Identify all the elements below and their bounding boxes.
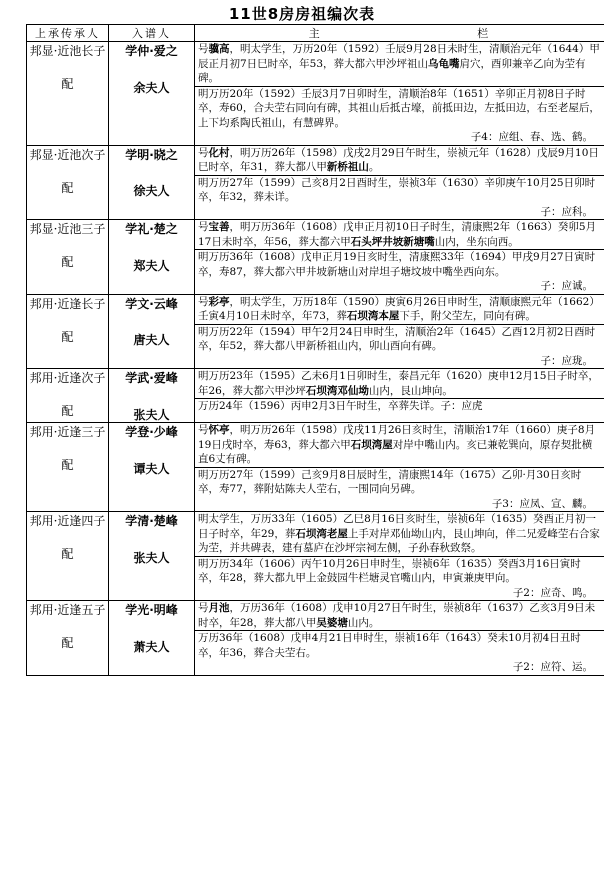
bio-text: 明万历23年（1595）乙未6月1日卯时生，泰昌元年（1620）庚申12月15日子时卒，年26，葬大都六甲沙坪: [198, 370, 599, 397]
wife-bio-text: 万历36年（1608）戊申4月21日申时生，崇祯16年（1643）癸未10月初4日丑时卒，年36，葬合夫茔右。: [198, 632, 581, 659]
header-heir: 上承传承人: [27, 25, 109, 42]
bio-text: 号: [198, 221, 209, 233]
bio-text: 。: [368, 161, 380, 173]
burial-place: 石坝湾屋: [350, 438, 393, 451]
heir-text: 邦显·近池长子: [29, 44, 106, 58]
husband-name: 学文·云峰: [125, 296, 178, 311]
wife-bio: [195, 249, 604, 294]
burial-place: 新桥祖山: [326, 161, 369, 173]
heir-cell: [27, 145, 109, 220]
children-note: 子2：应符、运。: [512, 661, 593, 673]
bio-text: ，明万历26年（1598）戊戌2月29日午时生，崇祯元年（1628）戊辰9月10日巳时卒，年31，葬大都八甲: [198, 146, 599, 173]
heir-cell: [27, 220, 109, 295]
table-row: [27, 220, 604, 295]
courtesy-name: 怀亭: [208, 424, 230, 436]
wife-name: 徐夫人: [133, 184, 170, 198]
husband-bio: [195, 220, 604, 249]
bio-text: 号: [198, 424, 209, 436]
heir-text: 邦用·近逢五子: [29, 603, 106, 617]
pei-label: 配: [61, 77, 74, 91]
header-notes: 栏: [477, 27, 491, 40]
table-row: [27, 423, 604, 512]
courtesy-name: 化村: [208, 146, 230, 159]
table-row: [27, 512, 604, 601]
bio-text: 山内，坐东向西。: [434, 235, 519, 248]
bio-text: ，明万历36年（1608）戊申正月初10日子时生，清康熙2年（1663）癸卯5月17日未时卒，年56，葬大都六甲: [198, 221, 597, 248]
children-note: 子2：应奇、鸣。: [512, 586, 593, 599]
wife-bio-text: 明万历20年（1592）壬辰3月7日卯时生，清顺治8年（1651）辛卯正月初8日子时卒，寿60，合夫茔右同向有碑，其祖山后抵古壕，前抵田边，左抵田边，右至老屋后，上下均系陶氏祖山，有慧碑界。: [198, 87, 600, 129]
heir-cell: [27, 42, 109, 146]
husband-bio: [195, 146, 604, 175]
heir-cell: [27, 601, 109, 676]
bio-text: 号: [198, 146, 209, 159]
wife-name: 谭夫人: [133, 461, 170, 476]
pei-label: 配: [61, 404, 74, 418]
husband-bio: [195, 601, 604, 630]
wife-bio: [195, 324, 604, 369]
bio-text: 号: [198, 43, 209, 55]
wife-name: 余夫人: [133, 80, 170, 95]
heir-text: 邦用·近逢次子: [29, 371, 106, 385]
header-main-notes: [195, 25, 604, 42]
table-row: [27, 42, 604, 146]
husband-bio: [195, 295, 604, 324]
bio-text: 对岸中嘴山内。亥已兼乾巽向，原存契批横直6丈有碑。: [198, 438, 593, 465]
bio-cell: [195, 423, 604, 512]
children-note: 子4：应组、春、选、鹤。: [470, 131, 593, 143]
entrant-cell: [109, 512, 195, 601]
courtesy-name: 骥高: [208, 43, 230, 55]
wife-bio: [195, 556, 604, 601]
table-row: [27, 369, 604, 423]
bio-cell: [195, 145, 604, 220]
bio-text: 下手，附父茔左，同向有碑。: [399, 310, 536, 322]
pei-label: 配: [61, 547, 74, 561]
bio-text: 山内，艮山坤向。: [368, 384, 453, 397]
bio-cell: [195, 294, 604, 369]
husband-bio: [195, 369, 604, 398]
entrant-cell: [109, 369, 195, 423]
courtesy-name: 宝善: [208, 221, 230, 233]
wife-name: 萧夫人: [133, 639, 170, 654]
bio-text: 明太学生，万历33年（1605）乙巳8月16日亥时生，崇祯6年（1635）癸酉正月初一日子时卒，年29，葬: [198, 513, 597, 540]
entrant-cell: [109, 294, 195, 369]
entrant-cell: [109, 220, 195, 295]
heir-cell: [27, 512, 109, 601]
bio-cell: [195, 220, 604, 295]
pei-label: 配: [61, 255, 74, 269]
heir-cell: [27, 423, 109, 512]
burial-place: 石头坪井坡新塘嘴: [350, 235, 435, 248]
entrant-cell: [109, 145, 195, 220]
wife-bio-text: 明万历36年（1608）戊申正月19日亥时生，清康熙33年（1694）甲戌9月27日寅时卒，寿87，葬大都六甲井坡新塘山对岸坦子塘坟坡中嘴坐西向东。: [198, 251, 596, 278]
heir-cell: [27, 294, 109, 369]
heir-text: 邦用·近逢四子: [29, 514, 106, 528]
table-row: [27, 294, 604, 369]
wife-name: 郑夫人: [133, 258, 170, 273]
wife-bio-text: 明万历34年（1606）丙午10月26日申时生，崇祯6年（1635）癸酉3月16日寅时卒，年28，葬大都九甲上金鼓园牛栏塘灵官嘴山内，申寅兼庚甲向。: [198, 557, 581, 584]
heir-text: 邦显·近池三子: [29, 222, 106, 236]
bio-text: 上手对岸邓仙坳山内，艮山坤向，伴二兄爱峰茔右合家为茔，并共碑表，建有墓庐在沙坪宗祠左侧，子孙春秋致祭。: [198, 527, 600, 554]
burial-place: 乌龟嘴: [428, 57, 460, 70]
burial-place: 吴婆塘: [316, 616, 348, 629]
bio-text: 号: [198, 295, 209, 308]
bio-cell: [195, 369, 604, 423]
pei-label: 配: [61, 458, 74, 472]
bio-text: ，明太学生，万历20年（1592）壬辰9月28日未时生，清顺治元年（1644）甲辰正月初7日巳时卒，年53，葬大都六甲沙坪祖山: [198, 43, 600, 70]
husband-name: 学光·明峰: [125, 603, 178, 617]
header-row: [27, 25, 604, 42]
wife-bio-text: 明万历27年（1599）己亥9月8日辰时生，清康熙14年（1675）乙卯·月30日亥时卒，寿77，葬附姑陈夫人茔右，一围同向另碑。: [198, 468, 582, 495]
wife-bio: [195, 630, 604, 675]
entrant-cell: [109, 42, 195, 146]
entrant-cell: [109, 423, 195, 512]
heir-text: 邦显·近池次子: [29, 147, 106, 162]
children-note: 子：应科。: [540, 205, 593, 218]
wife-bio-text: 明万历27年（1599）己亥8月2日酉时生，崇祯3年（1630）辛卯庚午10月25日卯时卒，年32，葬未详。: [198, 176, 596, 203]
courtesy-name: 彩亭: [208, 295, 230, 308]
header-main: 主: [308, 27, 322, 40]
wife-bio-text: 万历24年（1596）丙申2月3日午时生，卒葬失详。子：应虎: [198, 400, 483, 412]
husband-name: 学武·爱峰: [125, 371, 178, 385]
children-note: 子：应诚。: [540, 280, 593, 292]
bio-text: ，明太学生，万历18年（1590）庚寅6月26日申时生，清顺康熙元年（1662）壬寅4月10日未时卒，年73，葬: [198, 295, 600, 322]
bio-cell: [195, 601, 604, 676]
wife-name: 张夫人: [133, 550, 170, 565]
husband-name: 学登·少峰: [125, 425, 178, 439]
children-note: 子3：应凤、宣、麟。: [491, 497, 593, 510]
burial-place: 石坝湾本屋: [346, 310, 400, 322]
courtesy-name: 月池: [208, 602, 230, 614]
wife-name: 唐夫人: [133, 333, 170, 347]
husband-bio: [195, 512, 604, 556]
header-entrant: 入谱人: [109, 25, 195, 42]
table-row: [27, 601, 604, 676]
wife-bio: [195, 86, 604, 145]
husband-bio: [195, 423, 604, 467]
wife-bio-text: 明万历22年（1594）甲午2月24日申时生，清顺治2年（1645）乙酉12月初2日酉时卒，年52，葬大都八甲新桥祖山内，卯山酉向有碑。: [198, 325, 596, 352]
heir-text: 邦用·近逢三子: [29, 425, 106, 439]
husband-name: 学仲·爱之: [125, 44, 178, 58]
pei-label: 配: [61, 180, 74, 195]
husband-name: 学礼·楚之: [125, 222, 178, 236]
wife-bio: [195, 175, 604, 220]
bio-text: 号: [198, 602, 209, 614]
burial-place: 石坝湾老屋: [295, 527, 348, 540]
heir-cell: [27, 369, 109, 423]
wife-bio: [195, 467, 604, 512]
genealogy-table: [26, 24, 604, 676]
bio-text: ，明万历26年（1598）戊戌11月26日亥时生，清顺治17年（1660）庚子8月19日戌时卒，寿63，葬大都六甲: [198, 424, 596, 451]
bio-text: 肩穴，酉卯兼辛乙向为茔有碑。: [198, 57, 586, 84]
bio-cell: [195, 42, 604, 146]
wife-bio: [195, 398, 604, 414]
pei-label: 配: [61, 329, 74, 344]
children-note: 子：应珑。: [540, 354, 593, 367]
husband-name: 学清·楚峰: [125, 514, 178, 528]
entrant-cell: [109, 601, 195, 676]
pei-label: 配: [61, 636, 74, 650]
burial-place: 石坝湾邓仙坳: [305, 384, 369, 397]
bio-text: ，万历36年（1608）戊申10月27日午时生，崇祯8年（1637）乙亥3月9日未时卒，年28，葬大都八甲: [198, 602, 596, 629]
wife-name: 张夫人: [133, 407, 170, 422]
husband-name: 学明·晓之: [125, 147, 178, 162]
bio-text: 山内。: [347, 616, 380, 629]
table-row: [27, 145, 604, 220]
page-title: 11世8房房祖编次表: [228, 5, 376, 23]
heir-text: 邦用·近逢长子: [29, 296, 106, 311]
husband-bio: [195, 42, 604, 86]
bio-cell: [195, 512, 604, 601]
